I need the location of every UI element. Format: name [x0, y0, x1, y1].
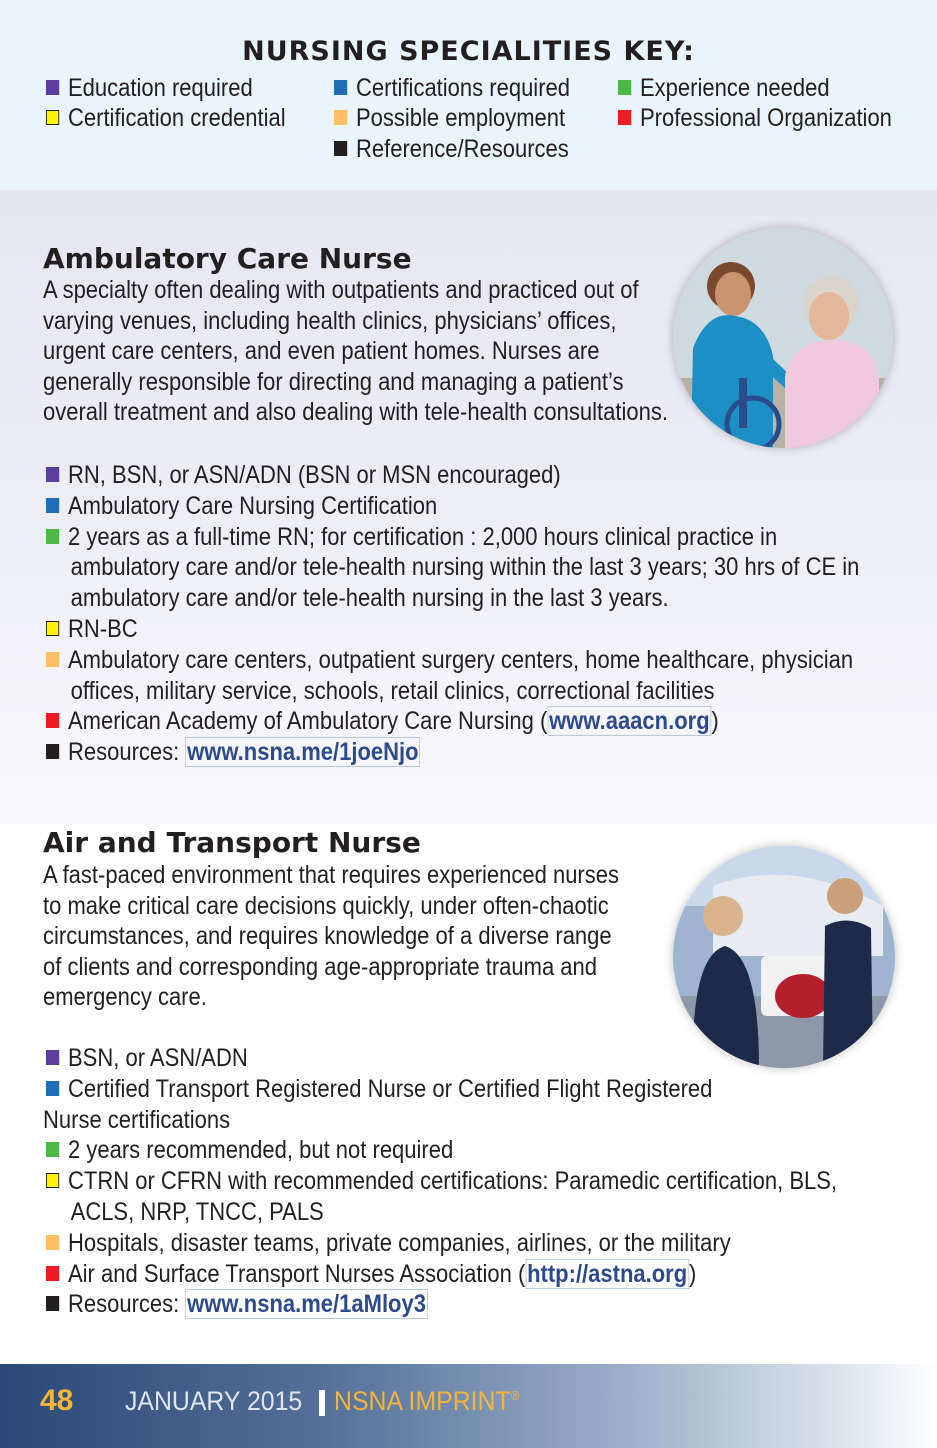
blue-square-icon — [334, 80, 347, 95]
list-item-certifications: Certified Transport Registered Nurse or Certified Flight Registered — [46, 1074, 837, 1105]
blue-square-icon — [46, 498, 59, 513]
list-item-experience: 2 years recommended, but not required — [46, 1135, 837, 1166]
green-square-icon — [46, 529, 59, 544]
list-item-experience-cont: ambulatory care and/or tele-health nursing in the last 3 years. — [70, 584, 669, 613]
red-square-icon — [46, 713, 59, 728]
specialities-key — [0, 0, 937, 190]
orange-square-icon — [46, 652, 59, 667]
air-transport-crew-photo — [673, 846, 895, 1068]
page-footer — [0, 1364, 937, 1448]
list-item-experience-cont: ambulatory care and/or tele-health nursing within the last 3 years; 30 hrs of CE in — [70, 553, 860, 582]
purple-square-icon — [46, 80, 59, 95]
list-item-resources: Resources: www.nsna.me/1aMloy3 — [46, 1289, 837, 1320]
ambulatory-care-section — [0, 190, 937, 824]
section-description: A fast-paced environment that requires experienced nurses to make critical care decisions quickly, under often-chaotic circumstances, and requires knowledge of a diverse range of clients and corresponding age-appropriate trauma and emergency care. — [43, 861, 620, 1011]
air-transport-section — [0, 824, 937, 1364]
section-description: A specialty often dealing with outpatients and practiced out of varying venues, including health clinics, physicians’ offices, urgent care centers, and even patient homes. Nurses are generally responsible for directing and managing a patient’s overall treatment and also dealing with tele-health consultations. — [43, 276, 668, 426]
key-item-certifications: Certifications required — [334, 73, 570, 103]
key-item-credential: Certification credential — [46, 103, 286, 133]
list-item-organization: American Academy of Ambulatory Care Nursing (www.aaacn.org) — [46, 706, 859, 737]
green-square-icon — [618, 80, 631, 95]
list-item-credential: CTRN or CFRN with recommended certifications: Paramedic certification, BLS, — [46, 1166, 837, 1197]
key-item-organization: Professional Organization — [618, 103, 892, 133]
list-item-employment: Hospitals, disaster teams, private companies, airlines, or the military — [46, 1228, 837, 1259]
yellow-square-icon — [46, 621, 59, 636]
air-transport-resources-link[interactable]: www.nsna.me/1aMloy3 — [187, 1290, 426, 1319]
list-item-organization: Air and Surface Transport Nurses Association (http://astna.org) — [46, 1259, 837, 1290]
list-item-certifications: Ambulatory Care Nursing Certification — [46, 491, 859, 522]
list-item-certifications-cont: Nurse certifications — [43, 1105, 231, 1134]
aaacn-link[interactable]: www.aaacn.org — [549, 707, 710, 736]
footer-divider — [319, 1390, 325, 1416]
key-item-resources: Reference/Resources — [334, 134, 569, 164]
key-item-education: Education required — [46, 73, 253, 103]
list-item-credential-cont: ACLS, NRP, TNCC, PALS — [70, 1197, 324, 1226]
list-item-education: BSN, or ASN/ADN — [46, 1043, 837, 1074]
nurse-with-patient-photo — [673, 228, 893, 448]
air-transport-details-list — [43, 1043, 937, 1320]
key-item-experience: Experience needed — [618, 73, 830, 103]
publication-name: NSNA IMPRINT® — [334, 1386, 520, 1416]
orange-square-icon — [334, 110, 347, 125]
black-square-icon — [46, 1296, 59, 1311]
section-title: Ambulatory Care Nurse — [43, 242, 412, 275]
list-item-employment: Ambulatory care centers, outpatient surgery centers, home healthcare, physician — [46, 645, 859, 676]
list-item-experience: 2 years as a full-time RN; for certification : 2,000 hours clinical practice in — [46, 522, 859, 553]
astna-link[interactable]: http://astna.org — [527, 1259, 688, 1288]
list-item-resources: Resources: www.nsna.me/1joeNjo — [46, 737, 859, 768]
list-item-education: RN, BSN, or ASN/ADN (BSN or MSN encouraged) — [46, 460, 859, 491]
section-title: Air and Transport Nurse — [43, 826, 421, 859]
list-item-employment-cont: offices, military service, schools, retail clinics, correctional facilities — [70, 676, 715, 705]
ambulatory-resources-link[interactable]: www.nsna.me/1joeNjo — [187, 738, 419, 767]
key-item-employment: Possible employment — [334, 103, 565, 133]
ambulatory-details-list — [46, 460, 937, 768]
black-square-icon — [334, 141, 347, 156]
red-square-icon — [46, 1266, 59, 1281]
yellow-square-icon — [46, 1173, 59, 1188]
green-square-icon — [46, 1142, 59, 1157]
list-item-credential: RN-BC — [46, 614, 859, 645]
page-number: 48 — [40, 1384, 74, 1417]
red-square-icon — [618, 110, 631, 125]
issue-date: JANUARY 2015 — [125, 1386, 303, 1416]
orange-square-icon — [46, 1235, 59, 1250]
purple-square-icon — [46, 467, 59, 482]
yellow-square-icon — [46, 110, 59, 125]
blue-square-icon — [46, 1081, 59, 1096]
black-square-icon — [46, 744, 59, 759]
purple-square-icon — [46, 1050, 59, 1065]
key-title: NURSING SPECIALITIES KEY: — [242, 36, 695, 67]
